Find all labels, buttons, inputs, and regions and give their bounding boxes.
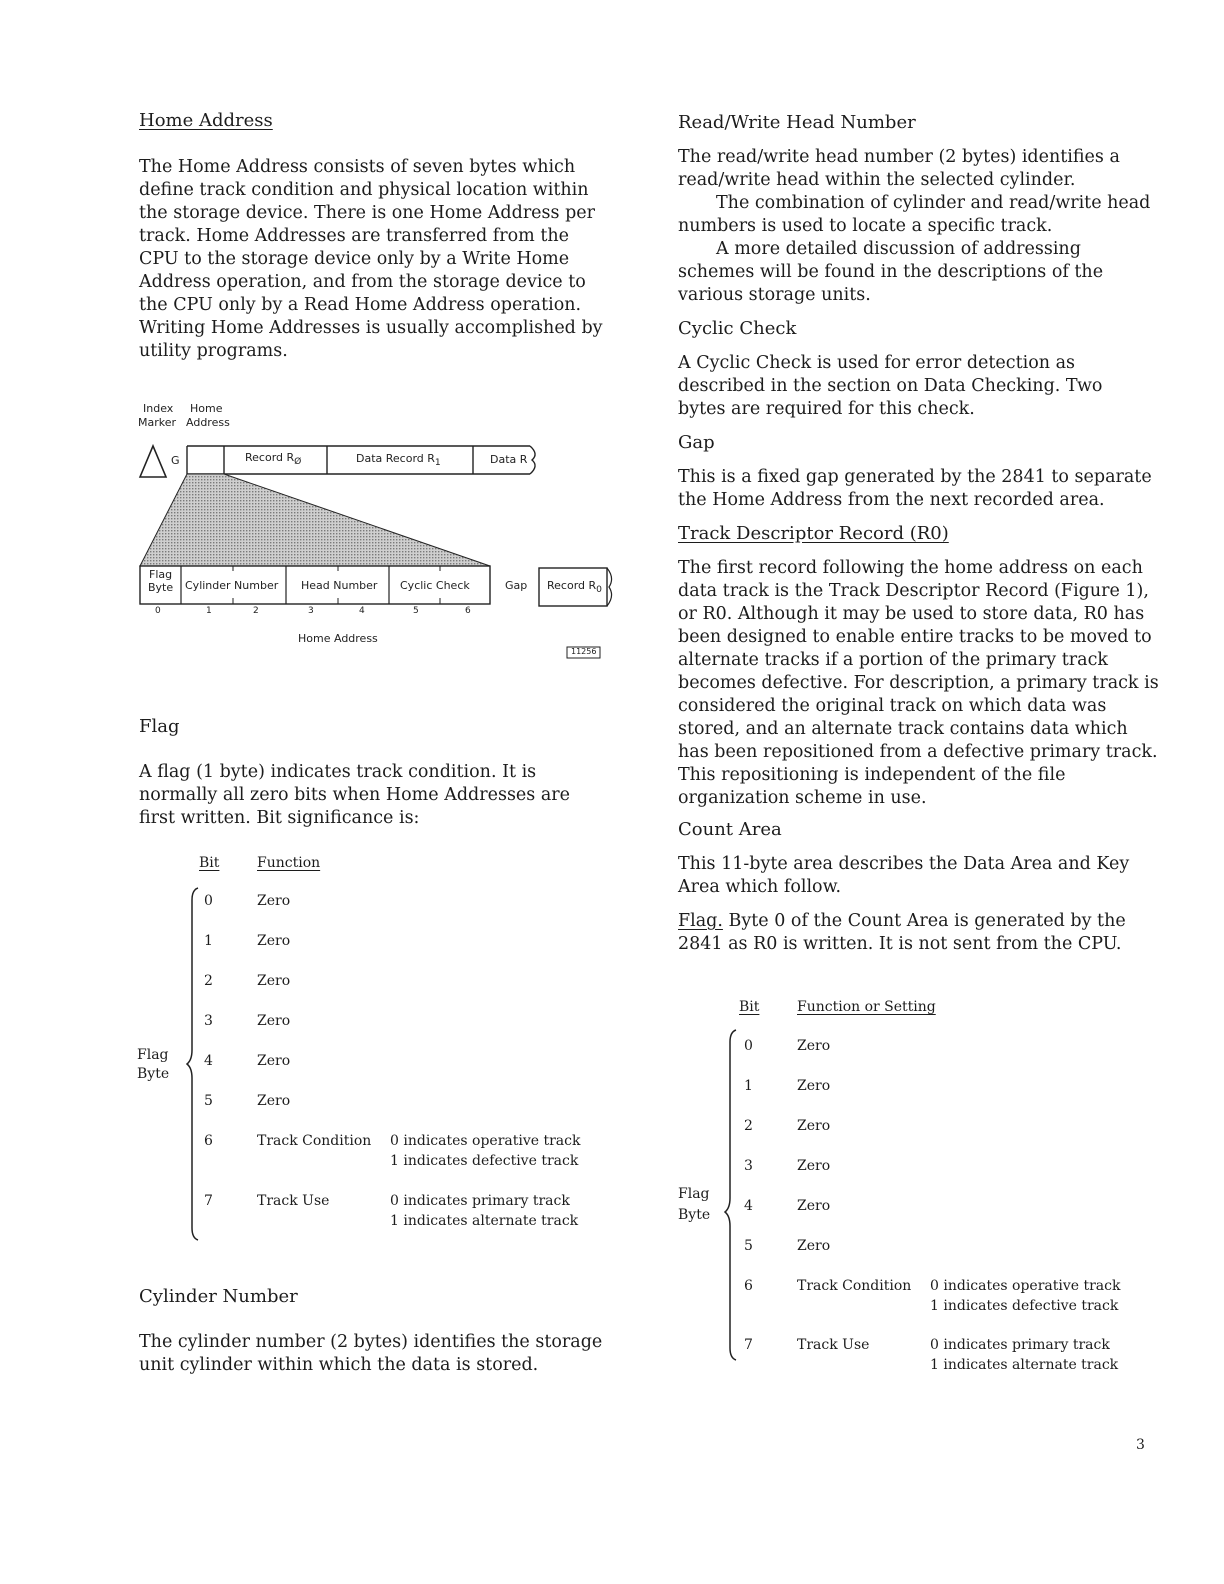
- right-row-7-note2: 1 indicates alternate track: [930, 1357, 1119, 1373]
- right-row-4-function: Zero: [797, 1198, 831, 1214]
- count-area-heading: Count Area: [678, 819, 782, 840]
- left-row-5-bit: 5: [204, 1093, 213, 1109]
- left-row-6-note2: 1 indicates defective track: [390, 1153, 579, 1169]
- tick-3: 3: [308, 606, 314, 616]
- index-marker-triangle: [140, 446, 166, 477]
- flag-heading: Flag: [139, 716, 180, 737]
- right-row-3-function: Zero: [797, 1158, 831, 1174]
- cyclic-check-body: A Cyclic Check is used for error detection as described in the section on Data Checking. Two bytes are required for this check.: [678, 353, 1103, 419]
- right-row-6-bit: 6: [744, 1278, 753, 1294]
- right-row-5-function: Zero: [797, 1238, 831, 1254]
- rw-head-p2: The combination of cylinder and read/write head numbers is used to locate a specific track.: [678, 193, 1151, 236]
- left-row-7-note1: 0 indicates primary track: [390, 1193, 570, 1209]
- tick-6: 6: [465, 606, 471, 616]
- index-marker-label: Index: [143, 402, 174, 415]
- gap-g-label: G: [171, 454, 180, 467]
- left-row-6-function: Track Condition: [257, 1133, 372, 1149]
- cylinder-number-heading: Cylinder Number: [139, 1286, 298, 1307]
- right-row-2-bit: 2: [744, 1118, 753, 1134]
- rw-head-heading: Read/Write Head Number: [678, 112, 916, 133]
- cylinder-number-label: Cylinder Number: [185, 579, 279, 592]
- tick-5: 5: [413, 606, 419, 616]
- left-flag-label: Flag: [137, 1047, 169, 1063]
- data-r-label: Data R: [490, 453, 528, 466]
- flag-body: A flag (1 byte) indicates track condition. It is normally all zero bits when Home Addresses are first written. Bit significance is:: [139, 762, 570, 828]
- right-row-1-bit: 1: [744, 1078, 753, 1094]
- diagram-caption: Home Address: [298, 632, 378, 645]
- right-brace: [724, 1028, 744, 1362]
- track-descriptor-heading: Track Descriptor Record (R0): [678, 523, 949, 544]
- index-marker-label-2: Marker: [138, 416, 177, 429]
- flag-byte-label-2: Byte: [148, 581, 174, 594]
- gap-heading: Gap: [678, 432, 715, 453]
- right-row-4-bit: 4: [744, 1198, 753, 1214]
- tick-0: 0: [155, 606, 161, 616]
- right-row-5-bit: 5: [744, 1238, 753, 1254]
- rw-head-body: [678, 146, 1158, 307]
- right-row-1-function: Zero: [797, 1078, 831, 1094]
- figure-id: 11256: [571, 647, 597, 656]
- cyclic-check-label: Cyclic Check: [400, 579, 470, 592]
- right-row-7-bit: 7: [744, 1337, 753, 1353]
- track-descriptor-body: The first record following the home address on each data track is the Track Descriptor Record (Figure 1), or R0. Although it may be used to store data, R0 has been designed to enable entire tracks to be moved to alternate tracks if a portion of the primary track becomes defective. For description, a primary track is considered the original track on which data was stored, and an alternate track contains data which has been repositioned from a defective primary track. This repositioning is independent of the file organization scheme in use.: [678, 558, 1159, 808]
- left-row-7-function: Track Use: [257, 1193, 330, 1209]
- data-record-r1-label: Data Record $R_1$: [356, 452, 441, 469]
- left-row-5-function: Zero: [257, 1093, 291, 1109]
- count-area-body: This 11-byte area describes the Data Area and Key Area which follow.: [678, 854, 1130, 897]
- right-row-6-note2: 1 indicates defective track: [930, 1298, 1119, 1314]
- gap-body: This is a fixed gap generated by the 2841 to separate the Home Address from the next recorded area.: [678, 467, 1152, 510]
- cylinder-number-body: The cylinder number (2 bytes) identifies the storage unit cylinder within which the data is stored.: [139, 1332, 603, 1375]
- left-row-0-bit: 0: [204, 893, 213, 909]
- right-row-3-bit: 3: [744, 1158, 753, 1174]
- rw-head-p1: The read/write head number (2 bytes) identifies a read/write head within the selected cylinder.: [678, 147, 1120, 190]
- left-row-3-bit: 3: [204, 1013, 213, 1029]
- left-row-7-bit: 7: [204, 1193, 213, 1209]
- right-col-bit: Bit: [739, 999, 760, 1015]
- left-row-4-bit: 4: [204, 1053, 213, 1069]
- left-row-1-bit: 1: [204, 933, 213, 949]
- rw-head-p3: A more detailed discussion of addressing schemes will be found in the descriptions of the various storage units.: [678, 239, 1104, 305]
- right-row-2-function: Zero: [797, 1118, 831, 1134]
- flag-para: [678, 910, 1153, 956]
- right-col-function: Function or Setting: [797, 999, 936, 1015]
- right-row-7-function: Track Use: [797, 1337, 870, 1353]
- left-row-4-function: Zero: [257, 1053, 291, 1069]
- tick-2: 2: [253, 606, 259, 616]
- home-address-label: Home: [190, 402, 223, 415]
- left-row-2-function: Zero: [257, 973, 291, 989]
- left-row-6-note1: 0 indicates operative track: [390, 1133, 581, 1149]
- left-col-bit: Bit: [199, 855, 220, 871]
- home-address-heading: Home Address: [139, 110, 273, 131]
- gap-label: Gap: [505, 579, 528, 592]
- flag-byte-label: Flag: [149, 568, 173, 581]
- left-brace: [186, 886, 206, 1242]
- left-row-6-bit: 6: [204, 1133, 213, 1149]
- flag-lead: Flag.: [678, 911, 723, 931]
- right-row-6-function: Track Condition: [797, 1278, 912, 1294]
- left-row-7-note2: 1 indicates alternate track: [390, 1213, 579, 1229]
- right-byte-label: Byte: [678, 1207, 711, 1223]
- record-r0-label: Record $R_Ø$: [245, 451, 302, 468]
- flag-para-body: Byte 0 of the Count Area is generated by the 2841 as R0 is written. It is not sent from the CPU.: [678, 911, 1126, 954]
- track-format-figure: [135, 398, 615, 663]
- head-number-label: Head Number: [301, 579, 378, 592]
- left-row-3-function: Zero: [257, 1013, 291, 1029]
- home-address-label-2: Address: [186, 416, 230, 429]
- home-address-diagram: [135, 398, 615, 663]
- left-col-function: Function: [257, 855, 321, 871]
- right-flag-label: Flag: [678, 1186, 710, 1202]
- right-row-7-note1: 0 indicates primary track: [930, 1337, 1110, 1353]
- left-row-1-function: Zero: [257, 933, 291, 949]
- right-row-0-bit: 0: [744, 1038, 753, 1054]
- tick-4: 4: [359, 606, 365, 616]
- left-row-0-function: Zero: [257, 893, 291, 909]
- home-address-body: The Home Address consists of seven bytes which define track condition and physical location within the storage device. There is one Home Address per track. Home Addresses are transferred from the CPU to the storage device only by a Write Home Address operation, and from the storage device to the CPU only by a Read Home Address operation. Writing Home Addresses is usually accomplished by utility programs.: [139, 157, 603, 361]
- record-r0-b-label: Record $R_0$: [547, 579, 602, 596]
- right-row-0-function: Zero: [797, 1038, 831, 1054]
- left-row-2-bit: 2: [204, 973, 213, 989]
- page-number: 3: [1136, 1437, 1145, 1453]
- cyclic-check-heading: Cyclic Check: [678, 318, 797, 339]
- right-row-6-note1: 0 indicates operative track: [930, 1278, 1121, 1294]
- tick-1: 1: [206, 606, 212, 616]
- left-byte-label: Byte: [137, 1066, 170, 1082]
